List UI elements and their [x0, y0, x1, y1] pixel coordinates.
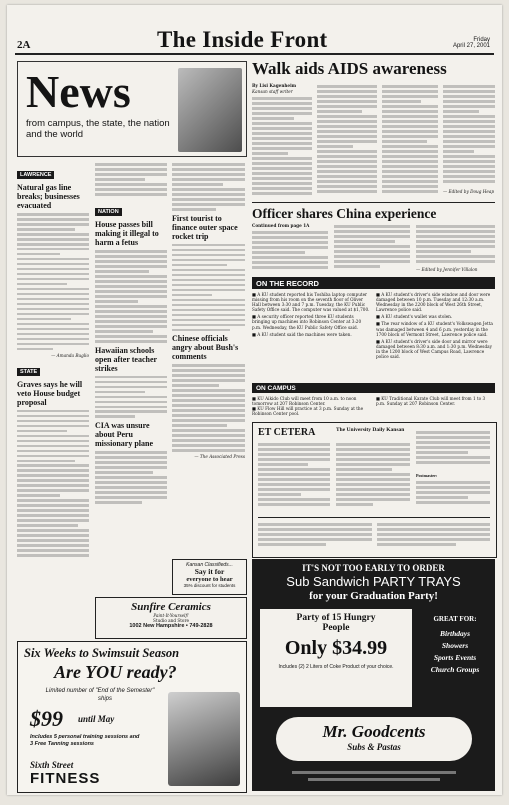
party-box-line1: Party of 15 Hungry	[296, 613, 376, 623]
nation-story2-headline: Hawaiian schools open after teacher strikes	[95, 345, 157, 373]
campus-item-text: KU Flow Hill will practice at 3 p.m. Sunday at the Robinson Center pool.	[252, 406, 364, 417]
party-event: Showers	[441, 641, 469, 650]
aids-walk-col2	[317, 83, 377, 197]
nation-story2-body	[95, 376, 167, 418]
goodcents-logo	[276, 717, 472, 761]
goodcents-fineprint	[308, 778, 440, 781]
classifieds-line1: Say it for	[194, 567, 225, 576]
party-line3: for your Graduation Party!	[309, 590, 438, 602]
record-item-text: A KU student reported his Toshiba laptop computer missing from his room on the seventh floor of Oliver Hall between 3:30 and 7 p.m. Tuesday, the KU Public Safety Office said. The computer was valued at $1,700.	[252, 292, 370, 313]
fitness-price: $99	[30, 706, 63, 731]
record-item: ■ A KU student's driver's side window and door were damaged between 10 p.m. Tuesday and 12:30 a.m. Wednesday in the 2200 block of West 26th Street, Lawrence police said.	[376, 292, 491, 313]
news-box	[17, 61, 247, 157]
world-lead-body	[172, 163, 245, 210]
fitness-price-suffix: until May	[78, 714, 115, 724]
classifieds-line2: everyone to hear	[186, 576, 233, 583]
on-campus-bar	[252, 383, 495, 393]
fitness-headline2: Are YOU ready?	[54, 662, 177, 682]
record-item: ■ A KU student reported his Toshiba laptop computer missing from his room on the seventh floor of Oliver Hall between 3:30 and 7 p.m. Tuesday, the KU Public Safety Office said. The computer was valued at $1,700.	[252, 292, 370, 313]
sunfire-details: Studio and Store	[153, 618, 189, 624]
ad-classifieds[interactable]	[172, 559, 247, 595]
aids-walk-byline-role: Kansan staff writer	[252, 89, 293, 94]
party-great-for: GREAT FOR:	[433, 615, 477, 623]
world-story2-headline: Chinese officials angry about Bush's comments	[172, 334, 239, 362]
et-cetera-col1	[258, 441, 330, 513]
officer-col1	[252, 229, 328, 273]
on-campus-left	[252, 396, 370, 418]
on-campus-right	[376, 396, 495, 418]
on-the-record-bar	[252, 277, 495, 289]
aids-walk-headline: Walk aids AIDS awareness	[252, 59, 447, 78]
record-item: ■ A KU student's wallet was stolen.	[376, 314, 453, 320]
ad-sunfire[interactable]	[95, 597, 247, 639]
record-item: ■ A KU student said the machines were taken.	[252, 331, 352, 337]
lawrence-body	[17, 213, 89, 350]
on-the-record-right	[376, 292, 495, 378]
record-item-text: A KU student's wallet was stolen.	[381, 314, 453, 320]
record-item-text: A KU student said the machines were taken.	[257, 331, 352, 337]
record-item: ■ A KU student's driver's side door and mirror were damaged between 8:30 a.m. and 1:30 p.m. Wednesday in the 1200 block of West Campus Road, Lawrence police said.	[376, 338, 492, 360]
nation-lead-body	[95, 163, 167, 196]
et-cetera-col4	[416, 479, 490, 513]
nation-story3-headline: CIA was unsure about Peru missionary plane	[95, 421, 154, 449]
officer-col3	[416, 223, 495, 267]
goodcents-fineprint	[292, 771, 456, 774]
aids-walk-col3	[382, 83, 438, 197]
aids-walk-col4	[443, 83, 495, 187]
globe-photo	[178, 68, 242, 152]
et-cetera-divider	[258, 517, 490, 518]
on-campus-title: ON CAMPUS	[256, 384, 296, 392]
fitness-includes: Includes 5 personal training sessions and 3 Free Tanning sessions	[30, 734, 140, 747]
campus-item: ■ KU Aikido Club will meet from 10 a.m. to noon tomorrow at 207 Robinson Center.	[252, 396, 357, 407]
fitness-brand2: FITNESS	[30, 770, 101, 787]
masthead-rule	[15, 53, 494, 55]
sunfire-tagline: Paint-It-Yourself!	[153, 613, 189, 618]
masthead-day: Friday	[473, 37, 490, 43]
nation-story1-headline: House passes bill making it illegal to harm a fetus	[95, 220, 159, 248]
party-line1: IT'S NOT TOO EARLY TO ORDER	[302, 563, 445, 573]
campus-item-text: KU Traditional Karate Club will meet from 1 to 3 p.m. Sunday at 207 Robinson Center.	[376, 396, 486, 407]
officer-headline: Officer shares China experience	[252, 206, 437, 221]
record-item-text: The rear window of a KU student's Volkswagen Jetta was damaged between 4 and 6 p.m. yesterday in the 1700 block of Vermont Street, Lawrence police said.	[376, 321, 493, 337]
on-the-record-left	[252, 292, 370, 378]
et-cetera-bottom-left	[258, 521, 372, 553]
masthead-date: April 27, 2001	[452, 43, 490, 49]
et-cetera-paper-name: The University Daily Kansan	[336, 427, 405, 433]
world-story1-body	[172, 244, 245, 331]
world-credit: — The Associated Press	[194, 453, 245, 459]
lawrence-headline: Natural gas line breaks; businesses evacuated	[17, 183, 80, 210]
party-offer-box	[260, 609, 412, 707]
record-item: ■ A security officer reported three KU students bringing up machines into Robinson Center at 3:20 p.m. Wednesday, the KU Public Safety Office said.	[252, 314, 362, 330]
newspaper-page	[7, 5, 502, 795]
world-story2-body	[172, 364, 245, 451]
aids-walk-byline: By Lisi Kagenheim	[252, 83, 297, 88]
et-cetera-bottom-right	[377, 521, 490, 553]
campus-item-text: KU Aikido Club will meet from 10 a.m. to noon tomorrow at 207 Robinson Center.	[252, 396, 357, 407]
et-cetera-col3	[416, 429, 490, 471]
fitness-model-photo	[168, 692, 240, 786]
fitness-brand1: Sixth Street	[30, 760, 74, 770]
sunfire-address: 1002 New Hampshire • 749-2828	[129, 623, 213, 630]
sunfire-name: Sunfire Ceramics	[131, 601, 211, 613]
aids-walk-photo-credit: — Edited by Doug Heap	[443, 189, 495, 194]
column-lawrence	[17, 161, 89, 721]
news-box-title: News	[26, 66, 131, 117]
section-state: STATE	[17, 368, 40, 376]
officer-continued: Continued from page 1A	[252, 223, 310, 228]
party-event: Birthdays	[439, 629, 470, 638]
ad-fitness[interactable]	[17, 641, 247, 793]
record-item-text: A security officer reported three KU students bringing up machines into Robinson Center at 3:20 p.m. Wednesday, the KU Public Safety Office said.	[252, 314, 362, 330]
masthead-dateline	[453, 37, 490, 49]
page-title: The Inside Front	[157, 27, 328, 52]
campus-item: ■ KU Flow Hill will practice at 3 p.m. Sunday at the Robinson Center pool.	[252, 406, 364, 417]
page-number: 2A	[17, 39, 31, 51]
officer-col2	[334, 223, 410, 273]
party-box-line2: People	[322, 623, 350, 633]
divider	[252, 202, 495, 203]
fitness-offer-line1: Limited number of "End of the Semester"	[45, 688, 155, 694]
column-world	[172, 161, 245, 591]
record-item-text: A KU student's driver's side door and mirror were damaged between 8:30 a.m. and 1:30 p.m. Wednesday in the 1200 block of West Campus Road, Lawrence police said.	[376, 338, 492, 360]
column-nation	[95, 161, 167, 591]
on-the-record-title: ON THE RECORD	[256, 279, 319, 288]
campus-item: ■ KU Traditional Karate Club will meet from 1 to 3 p.m. Sunday at 207 Robinson Center.	[376, 396, 486, 407]
ad-party-trays[interactable]	[252, 559, 495, 791]
party-line2: Sub Sandwich PARTY TRAYS	[286, 574, 461, 589]
fitness-offer-line2: ships	[98, 696, 113, 702]
nation-story3-body	[95, 451, 167, 503]
party-box-note: Includes (2) 2 Liters of Coke Product of your choice.	[278, 664, 394, 670]
news-box-subtitle: from campus, the state, the nation and the world	[26, 118, 170, 140]
party-box-price: Only $34.99	[284, 637, 388, 659]
et-cetera-col2	[336, 441, 410, 513]
goodcents-brand-sub: Subs & Pastas	[347, 742, 401, 752]
fitness-headline1: Six Weeks to Swimsuit Season	[24, 646, 180, 660]
state-headline: Graves says he will veto House budget proposal	[17, 379, 83, 407]
record-item-text: A KU student's driver's side window and door were damaged between 10 p.m. Tuesday and 12:30 a.m. Wednesday in the 2200 block of West 26th Street, Lawrence police said.	[376, 292, 491, 313]
et-cetera-postmaster: Postmaster:	[416, 473, 438, 478]
lawrence-byline: — Amanda Buglio	[51, 352, 89, 358]
classifieds-top: Kansan Classifieds...	[186, 562, 233, 568]
et-cetera-title: ET CETERA	[258, 427, 316, 438]
goodcents-brand: Mr. Goodcents	[322, 722, 426, 741]
classifieds-line3: 35% discount for students	[183, 583, 236, 588]
party-event: Church Groups	[430, 665, 480, 674]
state-body	[17, 410, 89, 557]
world-story1-headline: First tourist to finance outer space rocket trip	[172, 213, 238, 241]
party-event: Sports Events	[433, 653, 477, 662]
record-item: ■ The rear window of a KU student's Volkswagen Jetta was damaged between 4 and 6 p.m. yesterday in the 1700 block of Vermont Street, Lawrence police said.	[376, 321, 493, 337]
nation-story1-body	[95, 250, 167, 342]
et-cetera-box	[252, 422, 497, 558]
aids-walk-col1	[252, 95, 312, 197]
section-lawrence: LAWRENCE	[17, 171, 54, 179]
section-nation: NATION	[95, 208, 122, 216]
officer-edited: — Edited by Jennifer Villalon	[416, 267, 478, 272]
